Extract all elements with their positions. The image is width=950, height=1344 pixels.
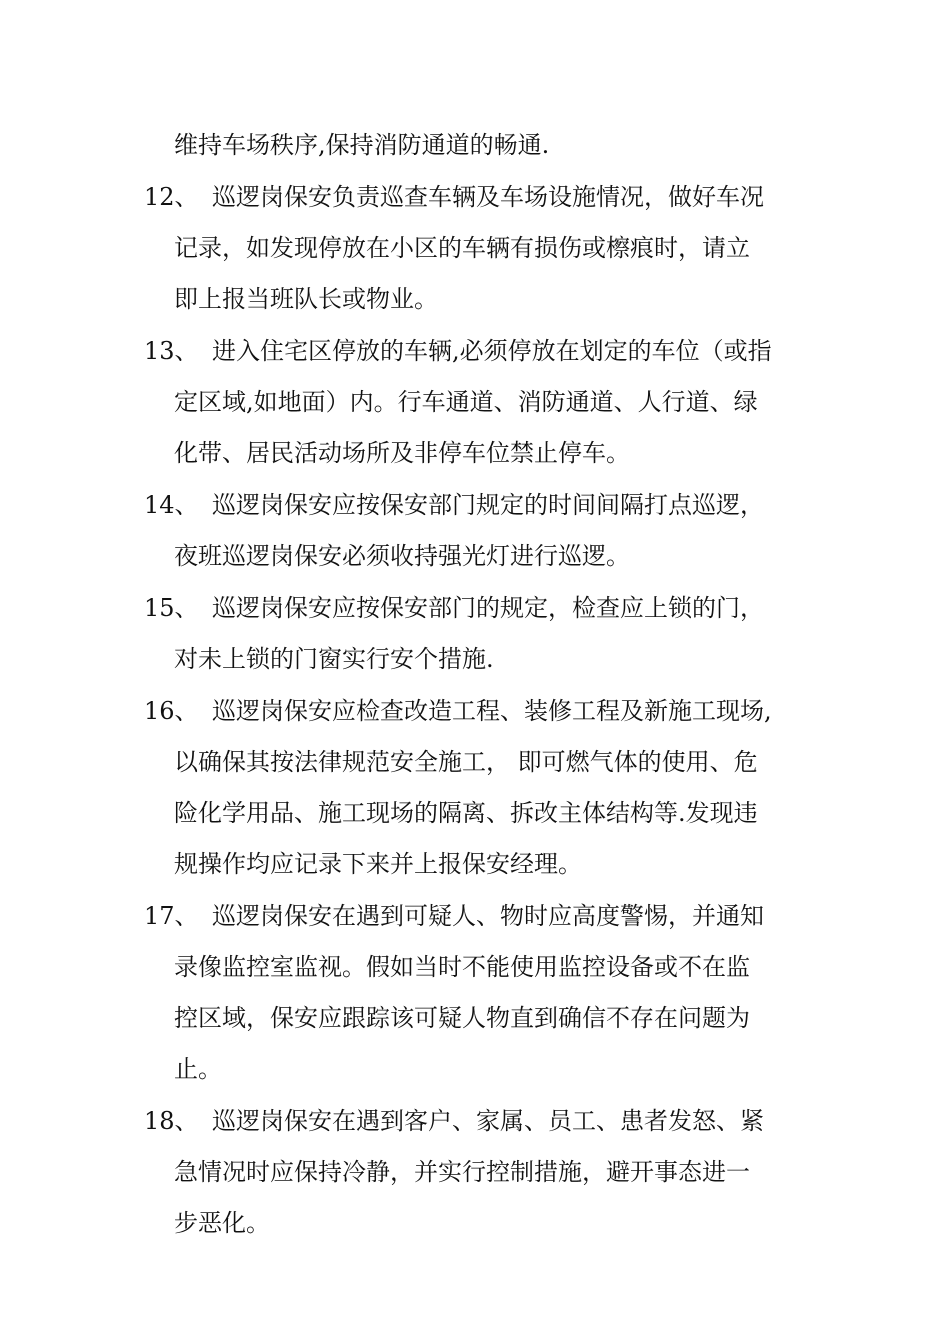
- item-text-line: 以确保其按法律规范安全施工， 即可燃气体的使用、危: [174, 748, 758, 776]
- list-item-12: [144, 172, 810, 325]
- list-item-17: [144, 891, 810, 1095]
- item-text-line: 险化学用品、施工现场的隔离、拆改主体结构等.发现违: [174, 799, 758, 827]
- item-number: 16、: [144, 697, 199, 725]
- item-number: 18、: [144, 1107, 199, 1135]
- item-number: 14、: [144, 491, 199, 519]
- item-text-line: 止。: [174, 1055, 222, 1083]
- item-text-line: 记录，如发现停放在小区的车辆有损伤或檫痕时，请立: [174, 234, 750, 262]
- list-item-18: [144, 1096, 810, 1249]
- item-number: 15、: [144, 594, 199, 622]
- item-text-line: 巡逻岗保安应按保安部门的规定，检查应上锁的门，: [212, 594, 764, 622]
- document-body: [144, 120, 810, 1249]
- item-text-line: 对未上锁的门窗实行安个措施.: [174, 645, 494, 673]
- item-text-line: 巡逻岗保安应按保安部门规定的时间间隔打点巡逻，: [212, 491, 764, 519]
- item-text-line: 急情况时应保持冷静，并实行控制措施，避开事态进一: [174, 1158, 750, 1186]
- item-text-line: 巡逻岗保安负责巡查车辆及车场设施情况，做好车况: [212, 183, 764, 211]
- item-number: 12、: [144, 183, 199, 211]
- list-item-16: [144, 686, 810, 890]
- item-number: 17、: [144, 902, 199, 930]
- item-text-line: 控区域，保安应跟踪该可疑人物直到确信不存在问题为: [174, 1004, 750, 1032]
- item-text-line: 巡逻岗保安在遇到可疑人、物时应高度警惕，并通知: [212, 902, 764, 930]
- item-text-line: 夜班巡逻岗保安必须收持强光灯进行巡逻。: [174, 542, 630, 570]
- item-text-line: 规操作均应记录下来并上报保安经理。: [174, 850, 582, 878]
- item-text-line: 即上报当班队长或物业。: [174, 285, 438, 313]
- item-text-line: 巡逻岗保安在遇到客户、家属、员工、患者发怒、紧: [212, 1107, 764, 1135]
- continuation-line: 维持车场秩序,保持消防通道的畅通.: [174, 131, 550, 159]
- list-item-13: [144, 326, 810, 479]
- item-text-line: 巡逻岗保安应检查改造工程、装修工程及新施工现场,: [212, 697, 772, 725]
- item-number: 13、: [144, 337, 199, 365]
- item-text-line: 进入住宅区停放的车辆,必须停放在划定的车位（或指: [212, 337, 772, 365]
- item-text-line: 化带、居民活动场所及非停车位禁止停车。: [174, 439, 630, 467]
- list-item-15: [144, 583, 810, 685]
- item-text-line: 步恶化。: [174, 1209, 270, 1237]
- item-text-line: 定区域,如地面）内。行车通道、消防通道、人行道、绿: [174, 388, 758, 416]
- item-text-line: 录像监控室监视。假如当时不能使用监控设备或不在监: [174, 953, 750, 981]
- list-item-14: [144, 480, 810, 582]
